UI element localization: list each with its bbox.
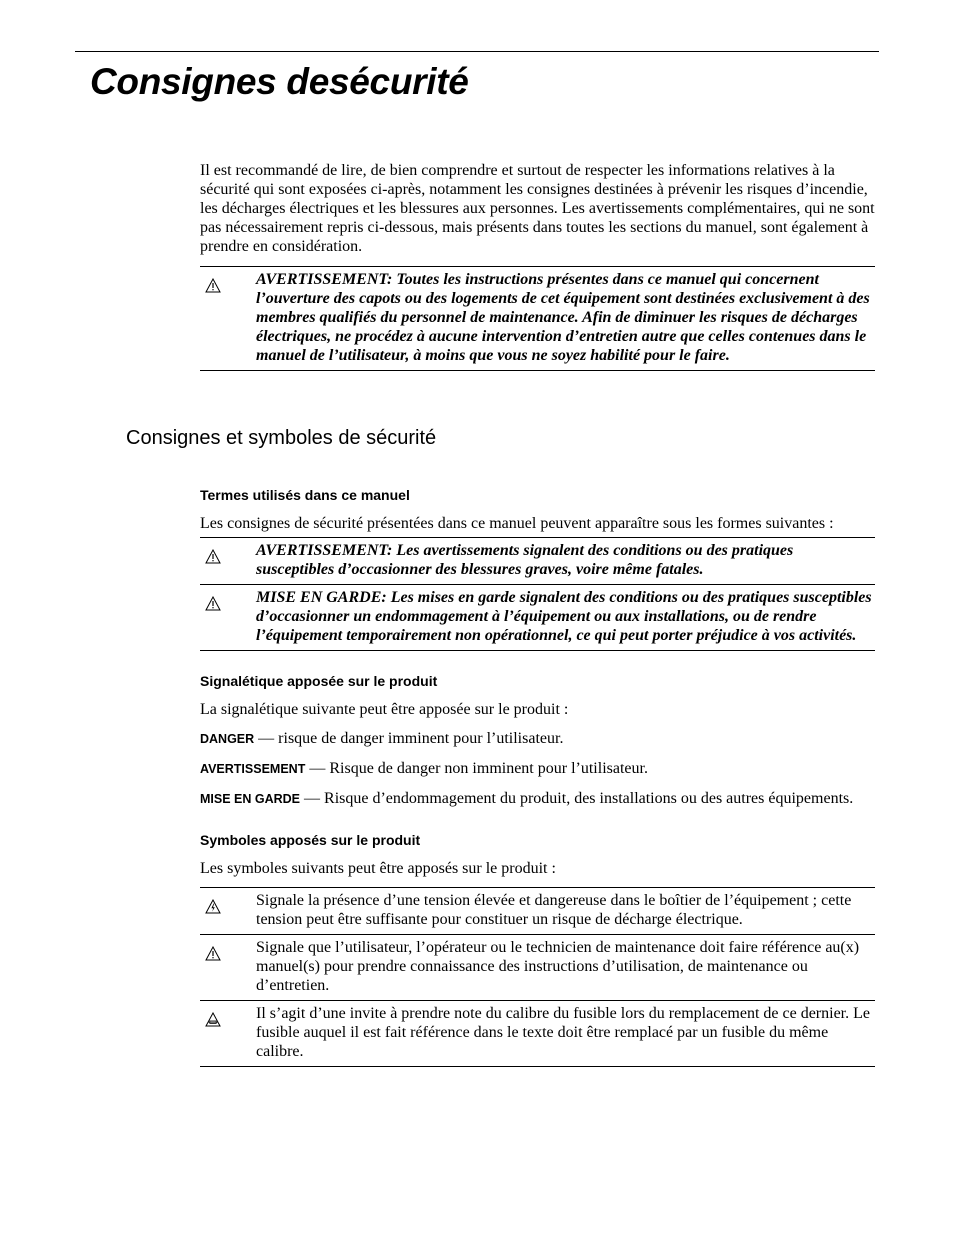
symbol-description: Signale la présence d’une tension élevée et dangereuse dans le boîtier de l’équipement ; cette tension peut être suffisante pour constituer un risque de décharge électrique. <box>256 892 852 928</box>
intro-section <box>200 161 875 371</box>
signage-text: — risque de danger imminent pour l’utilisateur. <box>258 730 564 747</box>
signage-intro: La signalétique suivante peut être apposée sur le produit : <box>200 701 569 718</box>
symbol-row <box>200 934 875 1000</box>
symbol-row <box>200 1000 875 1066</box>
terms-caution-text: MISE EN GARDE: Les mises en garde signalent des conditions ou des pratiques susceptibles d’occasionner un endommagement à l’équipement ou aux installations, ou de rendre l’équipement temporairement non opérationnel, ce qui peut porter préjudice à vos activités. <box>256 589 872 644</box>
signage-heading: Signalétique apposée sur le produit <box>200 673 438 689</box>
terms-warning-text: AVERTISSEMENT: Les avertissements signalent des conditions ou des pratiques susceptibles d’occasionner des blessures graves, voire même fatales. <box>256 542 794 578</box>
caution-icon <box>200 938 256 961</box>
symbol-row <box>200 888 875 934</box>
symbols-box <box>200 887 875 1067</box>
symbol-description: Signale que l’utilisateur, l’opérateur ou le technicien de maintenance doit faire référence au(x) manuel(s) pour prendre connaissance des instructions d’utilisation, de maintenance ou d’entretien. <box>256 939 860 994</box>
safety-symbols-section <box>200 486 875 1067</box>
page-title: Consignes desécurité <box>90 61 469 102</box>
warning-icon <box>200 541 256 564</box>
signage-danger <box>200 729 875 749</box>
symbol-description: Il s’agit d’une invite à prendre note du calibre du fusible lors du remplacement de ce dernier. Le fusible auquel il est fait référence dans le texte doit être remplacé par un fusible du même calibre. <box>256 1005 870 1060</box>
caution-icon <box>200 588 256 611</box>
fuse-icon <box>200 1004 256 1027</box>
signage-warning <box>200 759 875 779</box>
signage-label: DANGER <box>200 732 255 746</box>
signage-text: — Risque de danger non imminent pour l’utilisateur. <box>309 760 648 777</box>
signage-label: MISE EN GARDE <box>200 792 301 806</box>
signage-text: — Risque d’endommagement du produit, des installations ou des autres équipements. <box>304 790 854 807</box>
symbols-heading: Symboles apposés sur le produit <box>200 832 421 848</box>
top-rule <box>75 51 879 52</box>
terms-warning <box>200 538 875 584</box>
terms-intro: Les consignes de sécurité présentées dans ce manuel peuvent apparaître sous les formes suivantes : <box>200 515 834 532</box>
signage-label: AVERTISSEMENT <box>200 762 306 776</box>
intro-paragraph: Il est recommandé de lire, de bien comprendre et surtout de respecter les informations relatives à la sécurité qui sont exposées ci-après, notamment les consignes destinées à prévenir les risques d’incendie, les décharges électriques et les blessures aux personnes. Les avertissements complémentaires, qui ne sont pas nécessairement repris ci-dessous, mais présents dans toutes les sections du manuel, sont également à prendre en considération. <box>200 162 875 255</box>
main-warning-box <box>200 266 875 371</box>
terms-caution <box>200 584 875 650</box>
symbols-intro: Les symboles suivants peut être apposés sur le produit : <box>200 860 556 877</box>
warning-icon <box>200 270 256 293</box>
main-warning-text: AVERTISSEMENT: Toutes les instructions présentes dans ce manuel qui concernent l’ouverture des capots ou des logements de cet équipement sont destinées exclusivement à des membres qualifiés du personnel de maintenance. Afin de diminuer les risques de décharges électriques, ne procédez à aucune intervention d’entretien autre que celles contenues dans le manuel de l’utilisateur, à moins que vous ne soyez habilité pour le faire. <box>256 271 870 364</box>
signage-caution <box>200 789 875 809</box>
terms-box <box>200 537 875 651</box>
section-heading: Consignes et symboles de sécurité <box>126 427 437 449</box>
high-voltage-icon <box>200 891 256 914</box>
terms-heading: Termes utilisés dans ce manuel <box>200 487 410 503</box>
